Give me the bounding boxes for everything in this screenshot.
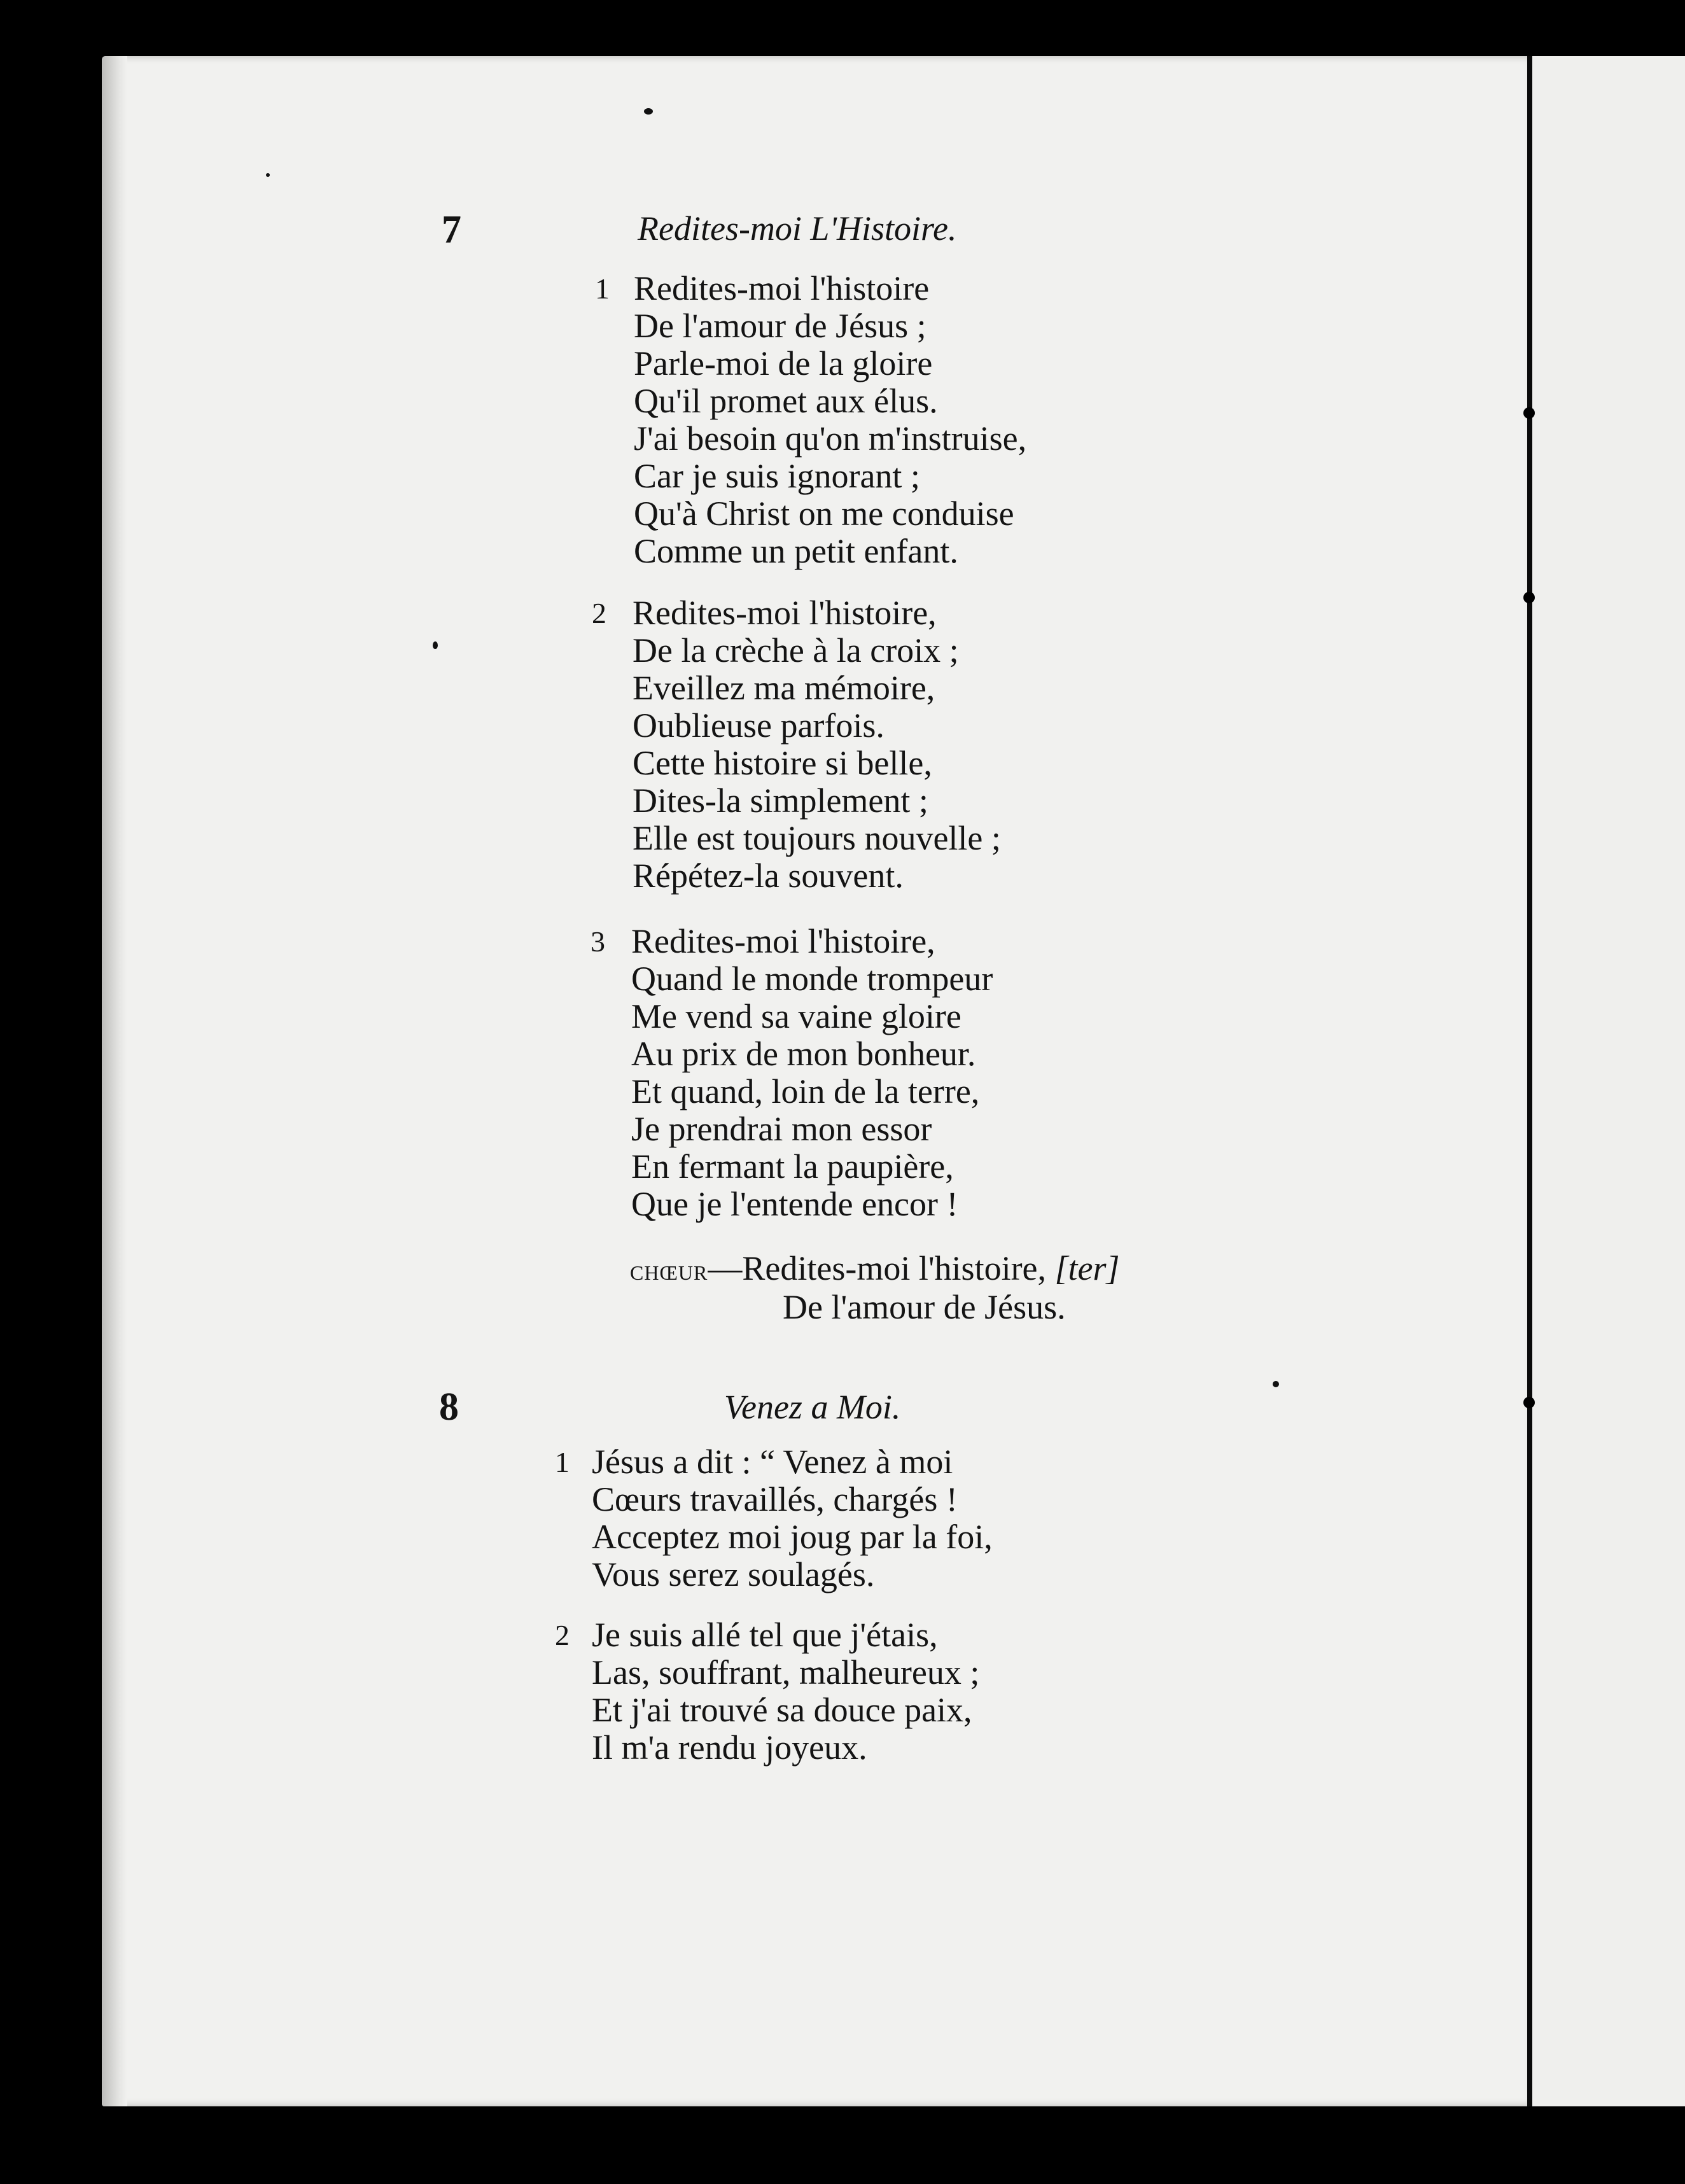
page-gutter: [1527, 56, 1532, 2106]
verse-line: Redites-moi l'histoire,: [631, 922, 935, 960]
verse-line: Elle est toujours nouvelle ;: [633, 819, 1001, 857]
verse-line: De l'amour de Jésus ;: [634, 307, 926, 345]
verse-line: Vous serez soulagés.: [592, 1555, 875, 1593]
verse-line: Las, souffrant, malheureux ;: [592, 1653, 980, 1691]
verse-line: Répétez-la souvent.: [633, 857, 904, 895]
verse: [631, 923, 993, 1223]
binding-mark: [1523, 1397, 1535, 1408]
binding-mark: [1523, 592, 1535, 603]
verse-line: Eveillez ma mémoire,: [633, 669, 935, 707]
chorus-text: De l'amour de Jésus.: [783, 1288, 1066, 1326]
verse-line: Qu'il promet aux élus.: [634, 382, 938, 420]
ink-speck: [266, 173, 270, 177]
verse-line: Car je suis ignorant ;: [634, 457, 920, 495]
verse-line: Me vend sa vaine gloire: [631, 997, 961, 1035]
repeat-mark: [ter]: [1054, 1249, 1120, 1287]
verse-line: En fermant la paupière,: [631, 1147, 954, 1186]
verse-line: Acceptez moi joug par la foi,: [592, 1518, 993, 1556]
ink-speck: [433, 641, 438, 649]
verse-line: J'ai besoin qu'on m'instruise,: [634, 419, 1027, 458]
chorus-line: [630, 1250, 1120, 1289]
chorus-label: chœur: [630, 1254, 708, 1286]
verse-number: 1: [555, 1446, 570, 1478]
chorus-dash: —: [708, 1249, 743, 1287]
verse-line: Qu'à Christ on me conduise: [634, 494, 1014, 533]
verse-line: Cette histoire si belle,: [633, 744, 932, 782]
chorus-text: Redites-moi l'histoire,: [742, 1249, 1047, 1287]
verse-line: Oublieuse parfois.: [633, 706, 884, 745]
verse-line: Quand le monde trompeur: [631, 960, 993, 998]
hymn-title: Redites-moi L'Histoire.: [638, 209, 957, 248]
verse-line: Il m'a rendu joyeux.: [592, 1728, 867, 1767]
verse-line: Jésus a dit : “ Venez à moi: [592, 1443, 953, 1481]
verse-line: Cœurs travaillés, chargés !: [592, 1480, 958, 1518]
verse: [634, 270, 1026, 570]
ink-speck: [644, 108, 653, 115]
verse-line: Je prendrai mon essor: [631, 1110, 932, 1148]
binding-mark: [1523, 407, 1535, 419]
verse-line: Redites-moi l'histoire: [634, 269, 930, 307]
verse: [592, 1443, 993, 1593]
verse-line: Au prix de mon bonheur.: [631, 1035, 976, 1073]
hymn-number: 8: [439, 1385, 459, 1429]
verse: [592, 1616, 979, 1767]
verse-line: Redites-moi l'histoire,: [633, 594, 937, 632]
chorus: [630, 1250, 1120, 1326]
verse-line: Dites-la simplement ;: [633, 781, 928, 820]
verse-line: Que je l'entende encor !: [631, 1185, 958, 1223]
right-page-edge: [1532, 56, 1685, 2106]
verse-number: 1: [595, 272, 610, 305]
verse-number: 2: [592, 597, 606, 629]
verse-line: De la crèche à la croix ;: [633, 631, 959, 669]
verse-line: Parle-moi de la gloire: [634, 344, 933, 382]
verse-line: Comme un petit enfant.: [634, 532, 958, 570]
hymn-number: 7: [442, 208, 461, 251]
verse-line: Et quand, loin de la terre,: [631, 1072, 980, 1110]
ink-speck: [1273, 1381, 1279, 1387]
verse-line: Je suis allé tel que j'étais,: [592, 1616, 938, 1654]
verse: [633, 594, 1001, 895]
verse-number: 3: [591, 925, 605, 958]
verse-line: Et j'ai trouvé sa douce paix,: [592, 1691, 972, 1729]
hymn-title: Venez a Moi.: [724, 1388, 901, 1426]
verse-number: 2: [555, 1619, 570, 1651]
